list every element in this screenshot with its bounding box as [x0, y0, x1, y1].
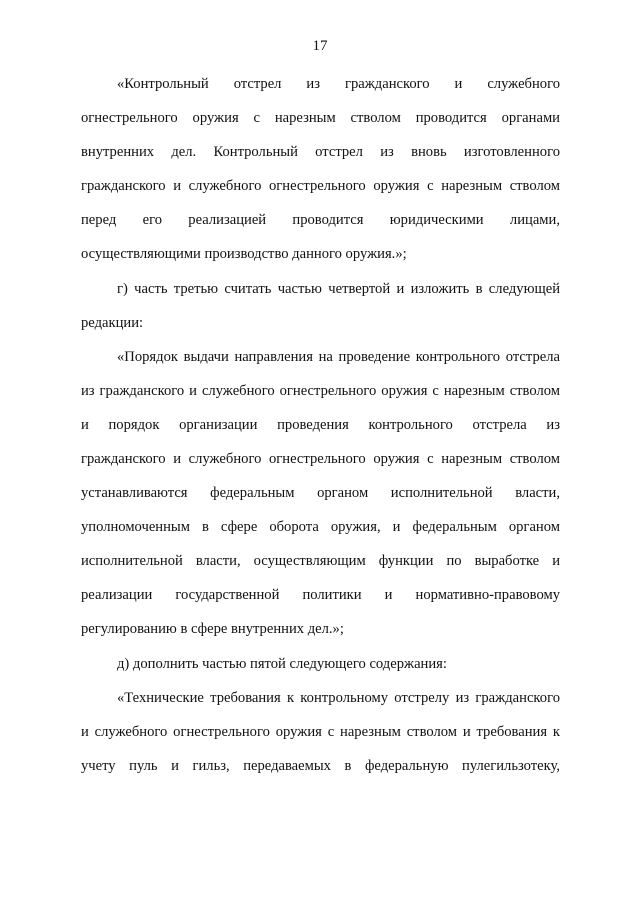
- text-line: уполномоченным в сфере оборота оружия, и федеральным органом: [81, 519, 560, 535]
- text-line: и служебного огнестрельного оружия с нарезным стволом и требования к: [81, 724, 560, 740]
- text-line: осуществляющими производство данного оружия.»;: [81, 246, 407, 262]
- text-line: «Порядок выдачи направления на проведение контрольного отстрела: [117, 349, 560, 365]
- text-line: «Контрольный отстрел из гражданского и служебного: [117, 76, 560, 92]
- page-number: 17: [312, 38, 328, 54]
- text-line: перед его реализацией проводится юридическими лицами,: [81, 212, 560, 228]
- text-line: г) часть третью считать частью четвертой и изложить в следующей: [117, 281, 560, 297]
- text-line: и порядок организации проведения контрольного отстрела из: [81, 417, 560, 433]
- text-line: внутренних дел. Контрольный отстрел из вновь изготовленного: [81, 144, 560, 160]
- text-line: реализации государственной политики и нормативно-правовому: [81, 587, 560, 603]
- text-line: из гражданского и служебного огнестрельного оружия с нарезным стволом: [81, 383, 560, 399]
- text-line: устанавливаются федеральным органом исполнительной власти,: [81, 485, 560, 501]
- text-line: д) дополнить частью пятой следующего содержания:: [117, 656, 447, 672]
- text-line: редакции:: [81, 315, 144, 331]
- text-line: исполнительной власти, осуществляющим функции по выработке и: [81, 553, 560, 569]
- text-line: «Технические требования к контрольному отстрелу из гражданского: [117, 690, 560, 706]
- text-line: учету пуль и гильз, передаваемых в федеральную пулегильзотеку,: [81, 758, 560, 774]
- text-line: гражданского и служебного огнестрельного оружия с нарезным стволом: [81, 451, 560, 467]
- text-line: регулированию в сфере внутренних дел.»;: [81, 621, 344, 637]
- text-line: огнестрельного оружия с нарезным стволом проводится органами: [81, 110, 560, 126]
- text-line: гражданского и служебного огнестрельного оружия с нарезным стволом: [81, 178, 560, 194]
